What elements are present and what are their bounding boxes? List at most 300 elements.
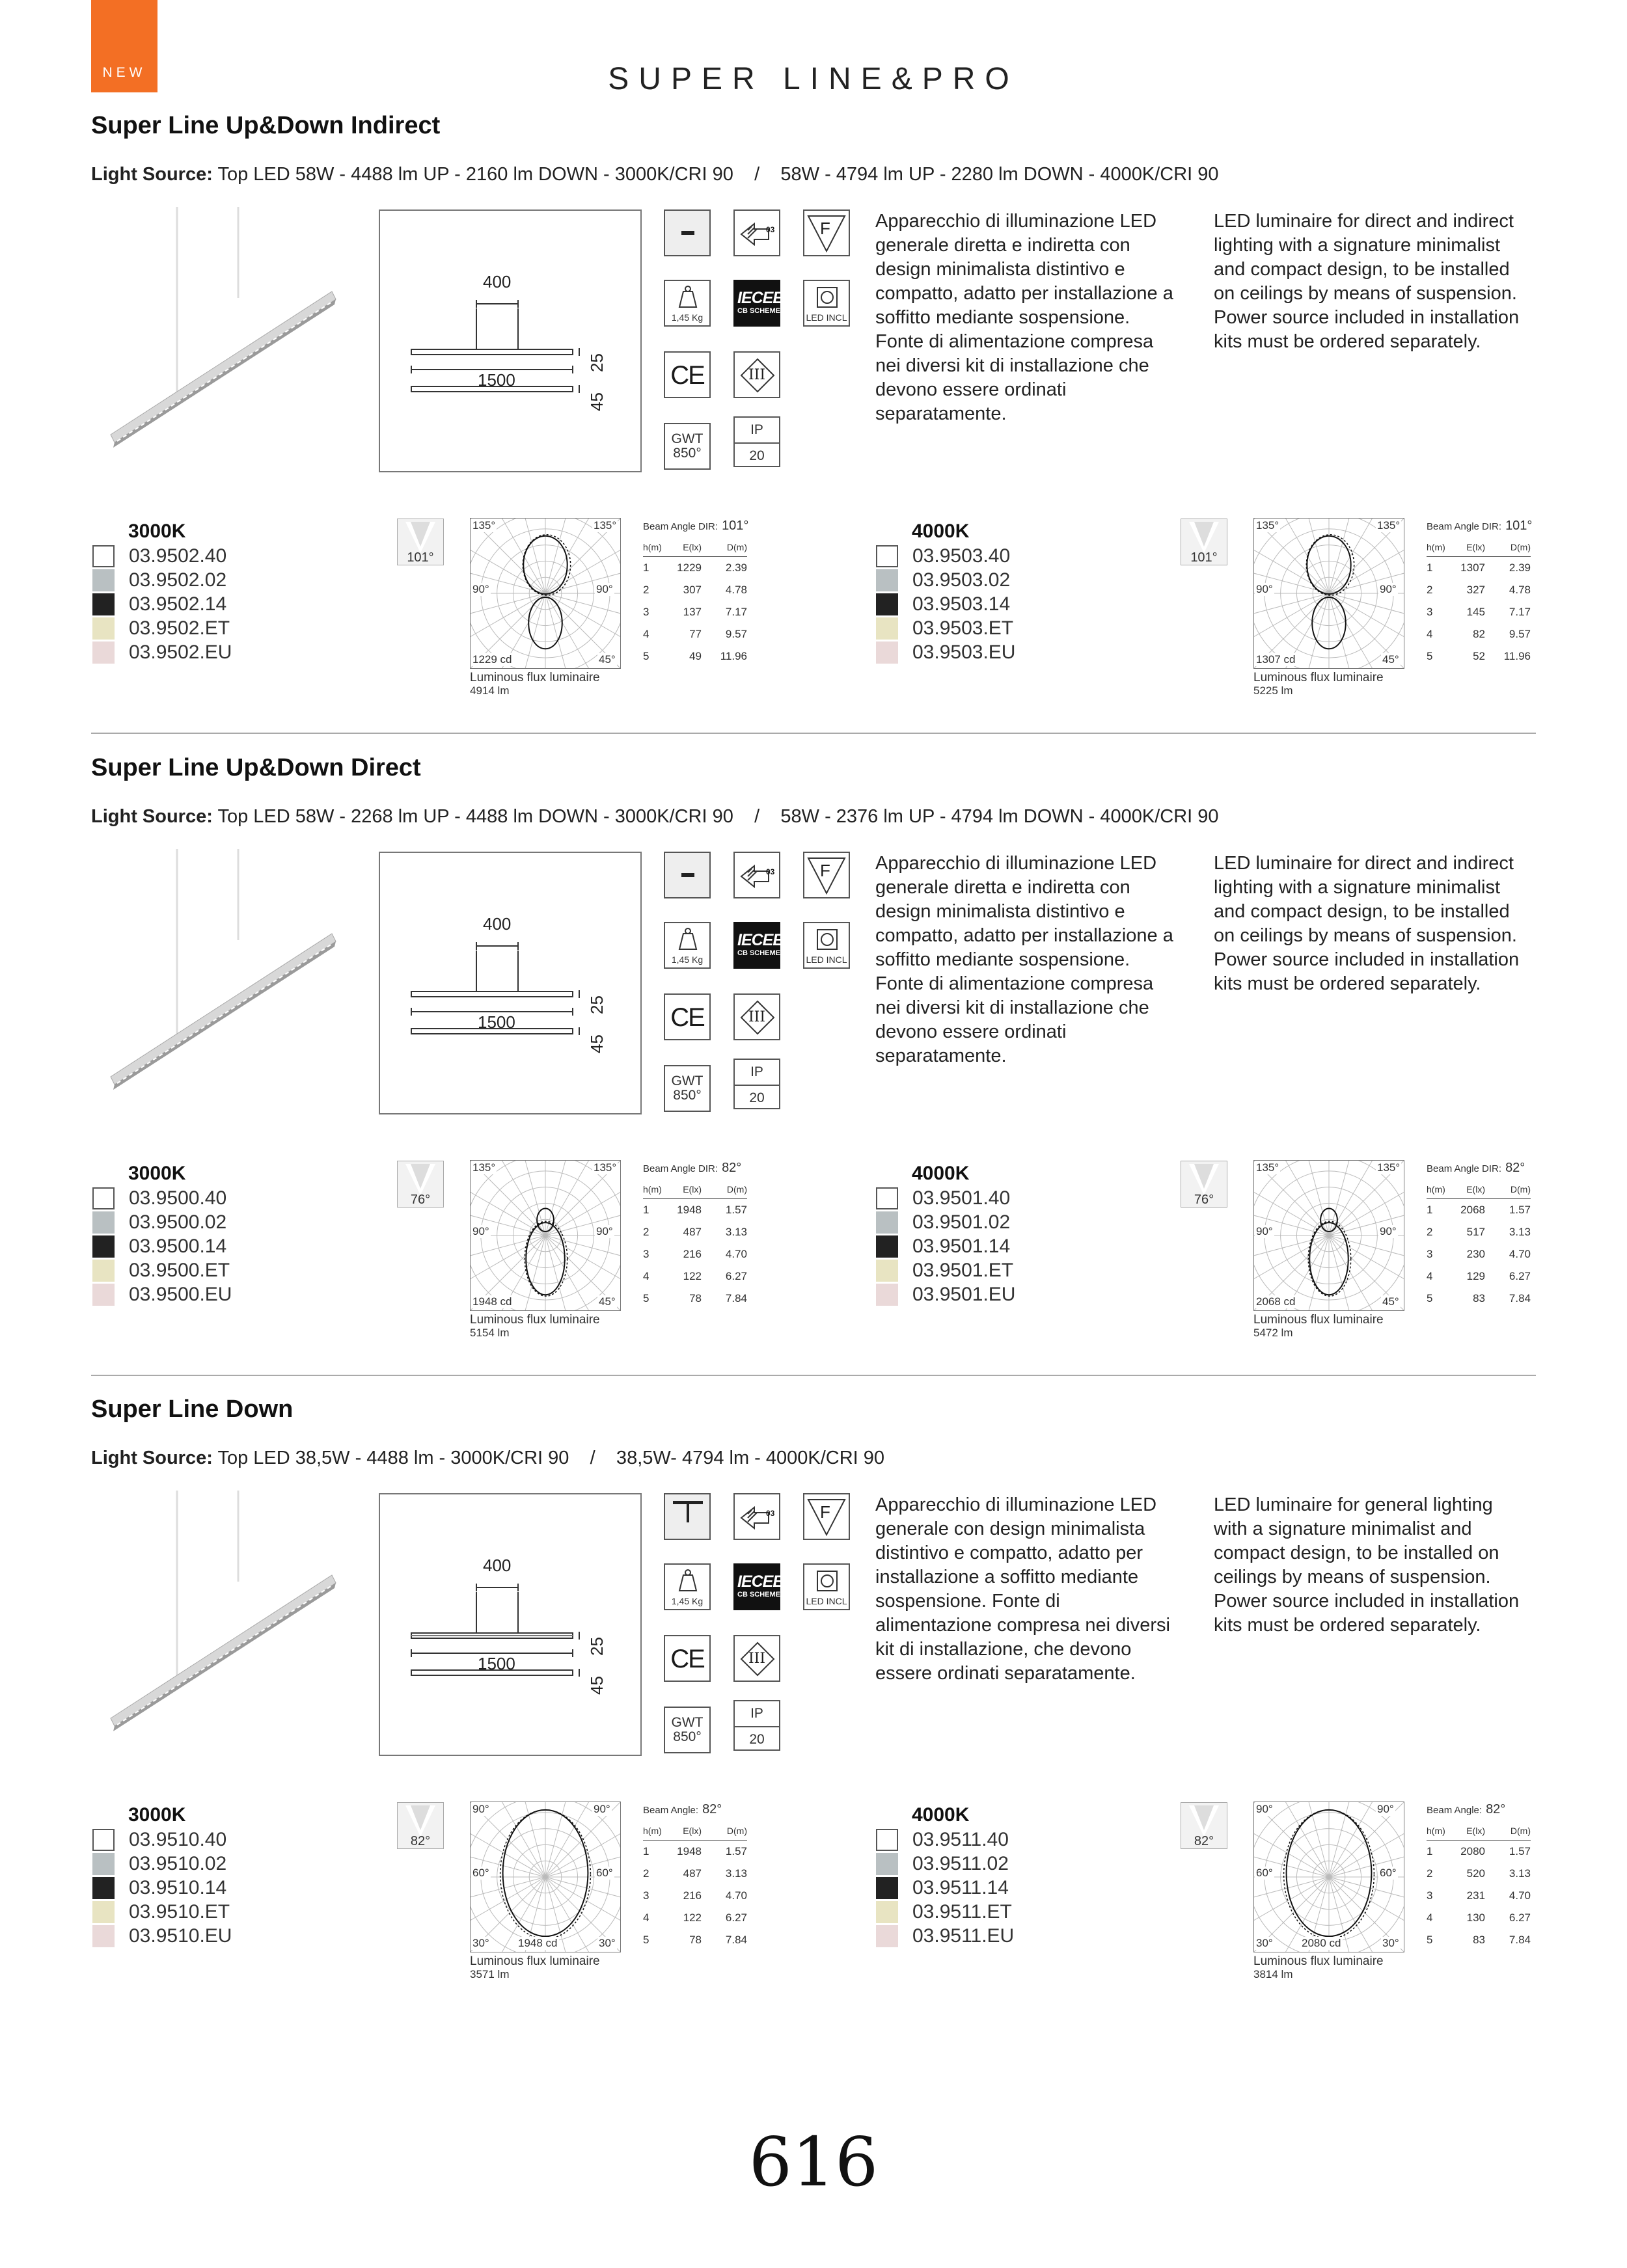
beam-angle-title — [1427, 1161, 1525, 1176]
beam-angle-title-label: Beam Angle DIR: — [1427, 1163, 1502, 1174]
table-cell: 145 — [1466, 606, 1485, 618]
table-row — [643, 1221, 747, 1243]
beam-angle-icon-label: 76° — [1194, 1193, 1214, 1207]
table-row — [1427, 1885, 1531, 1907]
table-row — [643, 1199, 747, 1222]
color-temperature: 4000K — [912, 1163, 970, 1184]
finish-swatch — [92, 1235, 115, 1258]
luminous-flux — [1253, 1314, 1384, 1340]
finish-swatch — [92, 1829, 115, 1851]
table-cell: 3 — [643, 1248, 649, 1260]
table-cell: 3 — [643, 606, 649, 618]
iecee-subtitle: CB SCHEME — [737, 307, 781, 315]
weight-value: 1,45 Kg — [671, 312, 704, 323]
table-cell: 11.96 — [720, 650, 747, 662]
glow-wire-value: 850° — [673, 1729, 702, 1744]
light-source-label: Light Source: — [91, 806, 213, 827]
article-code: 03.9511.ET — [912, 1901, 1012, 1923]
beam-angle-title — [643, 1802, 722, 1817]
beam-angle-title-label: Beam Angle DIR: — [643, 521, 718, 532]
table-row — [1427, 1288, 1531, 1310]
article-code: 03.9503.EU — [912, 641, 1016, 663]
f-mark-icon — [803, 1493, 850, 1540]
table-cell: 1 — [643, 1845, 649, 1857]
beam-angle-title — [643, 1161, 741, 1176]
glow-wire-label: GWT — [671, 1073, 704, 1088]
ip-label: IP — [735, 1701, 779, 1727]
weight-value: 1,45 Kg — [671, 954, 704, 965]
polar-angle-label: 90° — [596, 1225, 613, 1237]
table-cell: 2 — [643, 1226, 649, 1238]
color-temperature: 3000K — [128, 1804, 186, 1826]
table-cell: 327 — [1466, 584, 1485, 596]
table-cell: 4.70 — [725, 1248, 747, 1260]
polar-angle-label: 90° — [1256, 583, 1273, 595]
pendant-luminaire-image — [104, 1491, 351, 1764]
table-cell: 487 — [683, 1867, 702, 1880]
beam-angle-icon-label: 82° — [410, 1834, 431, 1848]
table-header-cell: h(m) — [1427, 538, 1449, 557]
ceiling-mount-icon-svg — [665, 1494, 711, 1540]
table-header-cell: E(lx) — [1449, 1822, 1485, 1841]
table-row — [1427, 1841, 1531, 1863]
table-cell: 1 — [643, 561, 649, 574]
table-row — [1427, 1863, 1531, 1885]
led-included-icon — [803, 1563, 850, 1610]
dimension-drawing — [380, 1494, 640, 1755]
dimension-label: 45 — [587, 392, 607, 411]
glow-wire-icon — [664, 423, 711, 470]
table-row — [1427, 1265, 1531, 1288]
luminous-flux — [470, 1314, 600, 1340]
luminous-flux — [1253, 671, 1384, 697]
dimension-label: 400 — [483, 272, 512, 291]
polar-angle-label: 60° — [472, 1867, 489, 1879]
article-code: 03.9501.40 — [912, 1187, 1011, 1209]
table-cell: 3 — [1427, 606, 1433, 618]
ip-label: IP — [735, 1060, 779, 1086]
article-code: 03.9502.ET — [129, 617, 230, 639]
luminous-flux-value: 5154 lm — [470, 1327, 510, 1339]
finish-swatch — [876, 1284, 898, 1306]
table-cell: 487 — [683, 1226, 702, 1238]
dimension-label: 25 — [587, 1637, 607, 1656]
polar-angle-label: 135° — [594, 519, 617, 532]
table-cell: 4.70 — [1509, 1248, 1531, 1260]
polar-angle-label: 30° — [472, 1937, 489, 1949]
finish-swatch — [876, 1260, 898, 1282]
article-code: 03.9510.EU — [129, 1925, 232, 1947]
polar-angle-label: 90° — [472, 1803, 489, 1815]
glow-wire-value: 850° — [673, 1088, 702, 1103]
luminous-flux — [470, 671, 600, 697]
energy-class-label: 03 — [766, 1509, 775, 1518]
table-cell: 6.27 — [1509, 1911, 1531, 1924]
table-cell: 4 — [1427, 1911, 1433, 1924]
table-cell: 7.84 — [1509, 1292, 1531, 1304]
article-code: 03.9510.ET — [129, 1901, 230, 1923]
polar-angle-label: 45° — [1382, 653, 1399, 666]
table-cell: 2 — [1427, 584, 1433, 596]
f-mark-icon — [803, 209, 850, 256]
luminous-flux-value: 4914 lm — [470, 684, 510, 697]
class-iii-label: III — [748, 1009, 766, 1025]
table-cell: 122 — [683, 1911, 702, 1924]
table-cell: 83 — [1473, 1292, 1485, 1304]
dimension-drawing — [380, 211, 640, 471]
led-included-icon-svg — [804, 923, 850, 956]
luminous-flux-label: Luminous flux luminaire — [1253, 671, 1384, 684]
ip-rating-icon — [733, 1059, 780, 1109]
table-cell: 231 — [1466, 1889, 1485, 1902]
table-row — [643, 1907, 747, 1929]
finish-swatch — [876, 1877, 898, 1899]
table-header-cell: E(lx) — [665, 1822, 702, 1841]
product-image — [104, 1491, 351, 1764]
energy-class-label: 03 — [766, 867, 775, 876]
table-cell: 216 — [683, 1889, 702, 1902]
polar-angle-label: 90° — [1256, 1803, 1273, 1815]
pendant-luminaire-image — [104, 849, 351, 1122]
table-cell: 2080 — [1460, 1845, 1485, 1857]
finish-swatch — [876, 641, 898, 664]
table-row — [643, 1863, 747, 1885]
finish-swatch — [92, 1187, 115, 1209]
table-header-cell: E(lx) — [1449, 1180, 1485, 1199]
beam-angle-title — [1427, 1802, 1505, 1817]
ceiling-mount-icon-svg — [665, 211, 711, 256]
dimension-label: 45 — [587, 1676, 607, 1695]
polar-angle-label: 90° — [596, 583, 613, 595]
led-included-label: LED INCL — [806, 1596, 847, 1606]
polar-angle-label: 90° — [1380, 1225, 1397, 1237]
beam-angle-icon-label: 82° — [1194, 1834, 1214, 1848]
description-english: LED luminaire for direct and indirect lighting with a signature minimalist and compact design, to be installed on ceilings by means of suspension. Power source included in installation kits must be ordered separately. — [1214, 211, 1520, 352]
table-cell: 2068 — [1460, 1204, 1485, 1216]
polar-angle-label: 135° — [1256, 1161, 1279, 1174]
table-header-cell: E(lx) — [665, 1180, 702, 1199]
table-cell: 1.57 — [725, 1204, 747, 1216]
section-title: Super Line Up&Down Direct — [91, 754, 421, 781]
table-cell: 1948 — [677, 1204, 702, 1216]
polar-angle-label: 90° — [1256, 1225, 1273, 1237]
color-temperature: 4000K — [912, 520, 970, 542]
class-iii-icon — [733, 351, 780, 398]
table-cell: 4 — [643, 1911, 649, 1924]
ip-rating-icon — [733, 1700, 780, 1751]
polar-angle-label: 60° — [596, 1867, 613, 1879]
table-header-cell: D(m) — [702, 1822, 747, 1841]
finish-swatch — [92, 545, 115, 567]
peak-intensity: 1948 cd — [472, 1295, 512, 1308]
beam-angle-title-label: Beam Angle DIR: — [1427, 521, 1502, 532]
polar-angle-label: 60° — [1256, 1867, 1273, 1879]
iecee-icon — [733, 1563, 784, 1610]
dimension-label: 25 — [587, 353, 607, 372]
light-source — [91, 806, 1219, 828]
ip-value: 20 — [749, 1732, 765, 1747]
weight-icon — [664, 1563, 711, 1610]
article-code: 03.9500.EU — [129, 1284, 232, 1305]
weight-icon — [664, 280, 711, 327]
class-iii-label: III — [748, 367, 766, 383]
class-iii-label: III — [748, 1651, 766, 1667]
table-cell: 5 — [643, 1292, 649, 1304]
table-cell: 6.27 — [725, 1270, 747, 1282]
ip-rating-icon — [733, 416, 780, 467]
light-source-value: Top LED 38,5W - 4488 lm - 3000K/CRI 90 / 38,5W- 4794 lm - 4000K/CRI 90 — [217, 1448, 885, 1468]
illuminance-table — [643, 1180, 747, 1310]
description-italian: Apparecchio di illuminazione LED generale diretta e indiretta con design minimalista distintivo e compatto, adatto per installazione a soffitto mediante sospensione. Fonte di alimentazione compresa nei diversi kit di installazione che devono essere ordinati separatamente. — [875, 853, 1173, 1066]
section-divider — [91, 733, 1536, 734]
ceiling-mount-icon — [664, 1493, 711, 1540]
dimension-label: 45 — [587, 1034, 607, 1053]
table-cell: 78 — [689, 1292, 702, 1304]
finish-swatch — [876, 1187, 898, 1209]
table-cell: 2.39 — [725, 561, 747, 574]
table-cell: 9.57 — [725, 628, 747, 640]
finish-swatch — [92, 1260, 115, 1282]
beam-angle-value: 82° — [702, 1802, 722, 1816]
article-code: 03.9501.02 — [912, 1211, 1011, 1233]
finish-swatch — [876, 545, 898, 567]
dimension-label: 1500 — [478, 1654, 515, 1673]
article-code: 03.9501.ET — [912, 1260, 1014, 1281]
section-divider — [91, 1375, 1536, 1376]
table-cell: 6.27 — [1509, 1270, 1531, 1282]
table-header-cell: D(m) — [702, 1180, 747, 1199]
glow-wire-icon — [664, 1707, 711, 1753]
table-cell: 1307 — [1460, 561, 1485, 574]
finish-swatch — [876, 1235, 898, 1258]
table-row — [1427, 601, 1531, 623]
glow-wire-icon — [664, 1065, 711, 1112]
table-row — [643, 579, 747, 601]
weight-icon — [664, 922, 711, 969]
article-code: 03.9510.40 — [129, 1829, 227, 1850]
weight-value: 1,45 Kg — [671, 1596, 704, 1606]
table-cell: 4 — [1427, 1270, 1433, 1282]
polar-angle-label: 90° — [1377, 1803, 1394, 1815]
peak-intensity: 2080 cd — [1302, 1937, 1341, 1949]
table-cell: 1.57 — [725, 1845, 747, 1857]
light-source-label: Light Source: — [91, 1448, 213, 1468]
dimension-label: 25 — [587, 995, 607, 1014]
table-row — [643, 557, 747, 580]
beam-angle-title — [643, 519, 748, 533]
article-code: 03.9501.14 — [912, 1235, 1011, 1257]
table-header-cell: D(m) — [1485, 1822, 1531, 1841]
table-cell: 2 — [643, 1867, 649, 1880]
article-code: 03.9500.02 — [129, 1211, 227, 1233]
table-cell: 78 — [689, 1934, 702, 1946]
table-row — [643, 1243, 747, 1265]
peak-intensity: 2068 cd — [1256, 1295, 1296, 1308]
table-cell: 1 — [643, 1204, 649, 1216]
illuminance-table — [643, 538, 747, 668]
beam-angle-icon-label: 76° — [410, 1193, 431, 1207]
article-code: 03.9500.40 — [129, 1187, 227, 1209]
finish-swatch — [876, 617, 898, 640]
dimension-label: 400 — [483, 1556, 512, 1575]
luminous-flux — [1253, 1955, 1384, 1981]
iecee-title: IECEE — [737, 931, 784, 949]
energy-class-icon — [733, 852, 780, 898]
ce-mark-icon: CE — [664, 1635, 711, 1682]
table-row — [1427, 1907, 1531, 1929]
iecee-subtitle: CB SCHEME — [737, 1591, 781, 1599]
pendant-luminaire-image — [104, 207, 351, 480]
luminous-flux-value: 3814 lm — [1253, 1968, 1293, 1980]
finish-swatch — [92, 1211, 115, 1234]
table-cell: 1229 — [677, 561, 702, 574]
table-cell: 4 — [643, 628, 649, 640]
table-cell: 137 — [683, 606, 702, 618]
beam-angle-value: 82° — [722, 1161, 742, 1175]
led-included-icon — [803, 280, 850, 327]
table-cell: 5 — [1427, 1292, 1433, 1304]
ce-mark-icon: CE — [664, 351, 711, 398]
dimension-drawing — [380, 853, 640, 1113]
table-row — [1427, 1929, 1531, 1951]
page-title: SUPER LINE&PRO — [608, 62, 1019, 96]
finish-swatch — [92, 1284, 115, 1306]
table-cell: 4.78 — [1509, 584, 1531, 596]
polar-angle-label: 135° — [1377, 519, 1401, 532]
table-row — [1427, 579, 1531, 601]
polar-angle-label: 135° — [594, 1161, 617, 1174]
table-cell: 1 — [1427, 561, 1433, 574]
beam-angle-icon-label: 101° — [407, 550, 434, 565]
article-code: 03.9502.14 — [129, 593, 227, 615]
table-cell: 1 — [1427, 1845, 1433, 1857]
table-cell: 3 — [1427, 1889, 1433, 1902]
table-header-cell: D(m) — [702, 538, 747, 557]
table-cell: 216 — [683, 1248, 702, 1260]
finish-swatch — [876, 1853, 898, 1875]
article-code: 03.9511.40 — [912, 1829, 1009, 1850]
article-code: 03.9500.14 — [129, 1235, 227, 1257]
ip-value: 20 — [749, 448, 765, 463]
article-code: 03.9500.ET — [129, 1260, 230, 1281]
weight-icon-svg — [665, 281, 711, 314]
finish-swatch — [92, 1901, 115, 1923]
product-image — [104, 849, 351, 1122]
table-row — [1427, 557, 1531, 580]
article-code: 03.9511.14 — [912, 1877, 1009, 1898]
table-cell: 5 — [1427, 650, 1433, 662]
article-code: 03.9501.EU — [912, 1284, 1016, 1305]
polar-angle-label: 30° — [599, 1937, 616, 1949]
table-cell: 2 — [643, 584, 649, 596]
table-row — [643, 601, 747, 623]
table-header-cell: h(m) — [643, 1822, 665, 1841]
table-cell: 2.39 — [1509, 561, 1531, 574]
table-cell: 6.27 — [725, 1911, 747, 1924]
table-header-cell: h(m) — [643, 538, 665, 557]
polar-angle-label: 30° — [1256, 1937, 1273, 1949]
finish-swatch — [876, 1211, 898, 1234]
luminous-flux-value: 5225 lm — [1253, 684, 1293, 697]
led-included-icon-svg — [804, 1565, 850, 1597]
article-code: 03.9502.EU — [129, 641, 232, 663]
dimension-label: 1500 — [478, 370, 515, 390]
article-code: 03.9503.14 — [912, 593, 1011, 615]
energy-class-label: 03 — [766, 225, 775, 234]
luminous-flux-label: Luminous flux luminaire — [470, 1313, 600, 1327]
article-code: 03.9510.02 — [129, 1853, 227, 1874]
ce-mark-icon: CE — [664, 993, 711, 1040]
polar-angle-label: 45° — [1382, 1295, 1399, 1308]
f-mark-label: F — [820, 1502, 830, 1522]
dimension-box — [379, 209, 642, 472]
f-mark-label: F — [820, 219, 830, 238]
table-cell: 4 — [1427, 628, 1433, 640]
light-source-label: Light Source: — [91, 164, 213, 185]
table-cell: 1948 — [677, 1845, 702, 1857]
article-code: 03.9503.ET — [912, 617, 1014, 639]
ip-label: IP — [735, 418, 779, 444]
glow-wire-value: 850° — [673, 446, 702, 461]
class-iii-icon — [733, 993, 780, 1040]
table-row — [643, 623, 747, 645]
finish-swatch — [92, 1925, 115, 1947]
table-row — [643, 645, 747, 668]
beam-angle-value: 82° — [1486, 1802, 1506, 1816]
table-cell: 7.84 — [1509, 1934, 1531, 1946]
iecee-title: IECEE — [737, 1573, 784, 1591]
luminous-flux-value: 3571 lm — [470, 1968, 510, 1980]
light-source — [91, 164, 1219, 185]
table-cell: 3 — [1427, 1248, 1433, 1260]
beam-angle-title — [1427, 519, 1532, 533]
table-cell: 4 — [643, 1270, 649, 1282]
table-cell: 7.17 — [1509, 606, 1531, 618]
table-cell: 49 — [689, 650, 702, 662]
finish-swatch — [92, 1853, 115, 1875]
light-source — [91, 1448, 884, 1469]
polar-angle-label: 135° — [1256, 519, 1279, 532]
article-code: 03.9511.02 — [912, 1853, 1009, 1874]
table-header — [1427, 1180, 1531, 1199]
illuminance-table — [1427, 1822, 1531, 1951]
section-title: Super Line Up&Down Indirect — [91, 112, 441, 139]
dimension-box — [379, 852, 642, 1114]
iecee-icon — [733, 922, 784, 969]
table-header-cell: h(m) — [1427, 1180, 1449, 1199]
table-cell: 4.70 — [1509, 1889, 1531, 1902]
table-cell: 1.57 — [1509, 1845, 1531, 1857]
illuminance-table — [1427, 1180, 1531, 1310]
table-cell: 129 — [1466, 1270, 1485, 1282]
table-cell: 130 — [1466, 1911, 1485, 1924]
iecee-title: IECEE — [737, 289, 784, 307]
glow-wire-label: GWT — [671, 1715, 704, 1730]
beam-angle-title-label: Beam Angle DIR: — [643, 1163, 718, 1174]
glow-wire-label: GWT — [671, 431, 704, 446]
weight-icon-svg — [665, 1565, 711, 1597]
table-row — [1427, 1243, 1531, 1265]
led-included-label: LED INCL — [806, 954, 847, 965]
table-header-cell: E(lx) — [665, 538, 702, 557]
table-cell: 5 — [643, 1934, 649, 1946]
table-cell: 83 — [1473, 1934, 1485, 1946]
table-header — [643, 1180, 747, 1199]
dimension-label: 1500 — [478, 1012, 515, 1032]
table-header — [643, 538, 747, 557]
table-cell: 3.13 — [725, 1867, 747, 1880]
description-italian: Apparecchio di illuminazione LED generale diretta e indiretta con design minimalista distintivo e compatto, adatto per installazione a soffitto mediante sospensione. Fonte di alimentazione compresa nei diversi kit di installazione che devono essere ordinati separatamente. — [875, 211, 1173, 424]
